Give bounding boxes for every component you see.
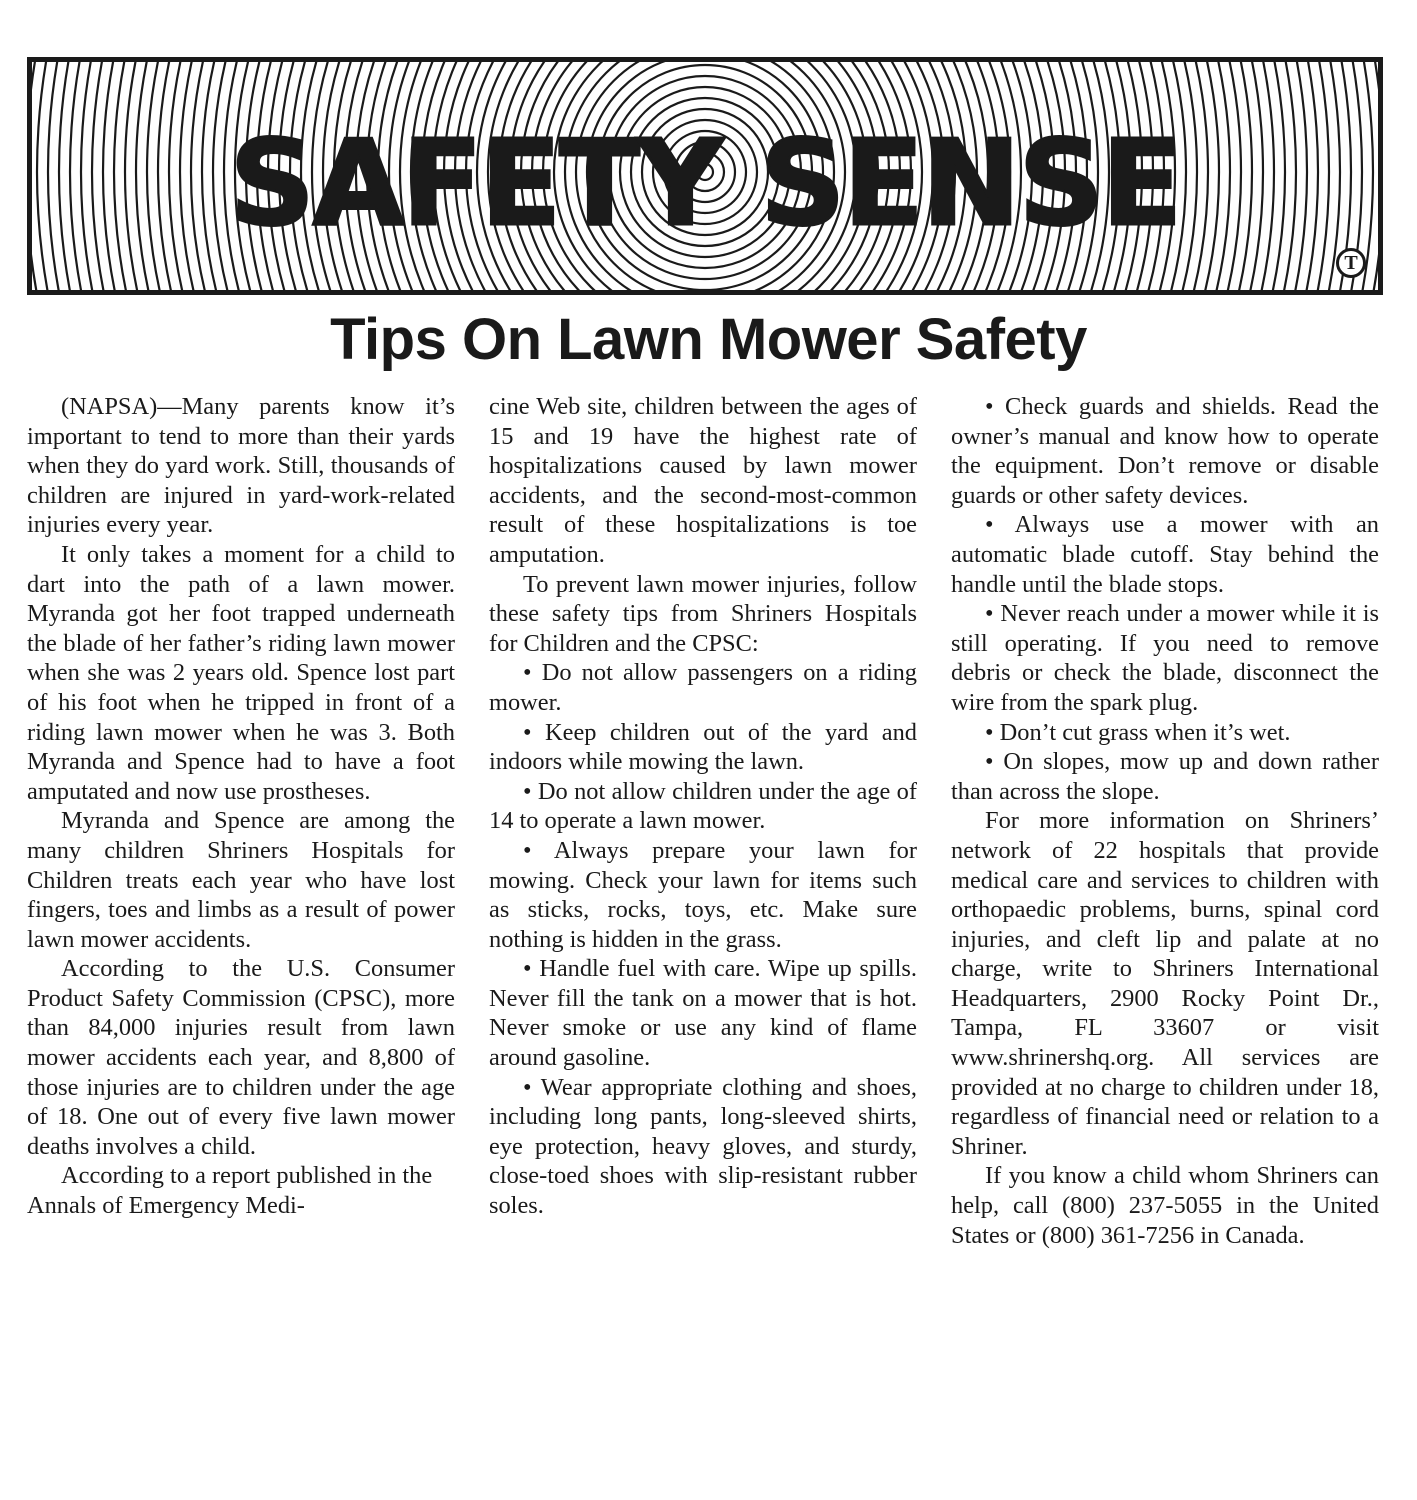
paragraph: According to the U.S. Consumer Product Safety Commission (CPSC), more than 84,000 injuries result from lawn mower accidents each year, and 8,800 of those injuries are to children under the age of 18. One out of every five lawn mower deaths involves a child.	[27, 955, 455, 1160]
safety-tip: • Always use a mower with an automatic blade cutoff. Stay behind the handle until the blade stops.	[951, 511, 1379, 598]
article-column-3	[951, 392, 1379, 1250]
paragraph: To prevent lawn mower injuries, follow these safety tips from Shriners Hospitals for Children and the CPSC:	[489, 570, 917, 657]
safety-sense-banner	[27, 57, 1383, 295]
contact-paragraph: For more information on Shriners’ network of 22 hospitals that provide medical care and services to children with orthopaedic problems, burns, spinal cord injuries, and cleft lip and palate at no charge, write to Shriners International Headquarters, 2900 Rocky Point Dr., Tampa, FL 33607 or visit www.shrinershq.org. All services are provided at no charge to children under 18, regardless of financial need or relation to a Shriner.	[951, 807, 1379, 1160]
safety-tip: • Don’t cut grass when it’s wet.	[985, 718, 1291, 746]
safety-tip: • On slopes, mow up and down rather than across the slope.	[951, 748, 1379, 805]
paragraph: cine Web site, children between the ages of 15 and 19 have the highest rate of hospitalizations caused by lawn mower accidents, and the second-most-common result of these hospitalizations is toe amputation.	[489, 393, 917, 568]
article-headline: Tips On Lawn Mower Safety	[330, 307, 1087, 372]
safety-tip: • Keep children out of the yard and indoors while mowing the lawn.	[489, 718, 917, 776]
safety-tip: • Handle fuel with care. Wipe up spills. Never fill the tank on a mower that is hot. Never smoke or use any kind of flame around gasoline.	[489, 955, 917, 1072]
paragraph: Myranda and Spence are among the many children Shriners Hospitals for Children treats each year who have lost fingers, toes and limbs as a result of power lawn mower accidents.	[27, 807, 455, 953]
safety-tip: • Wear appropriate clothing and shoes, including long pants, long-sleeved shirts, eye protection, heavy gloves, and sturdy, close-toed shoes with slip-resistant rubber soles.	[489, 1073, 917, 1220]
paragraph: According to a report published in the Annals of Emergency Medi-	[27, 1162, 433, 1220]
contact-paragraph: If you know a child whom Shriners can help, call (800) 237-5055 in the United States or (800) 361-7256 in Canada.	[951, 1162, 1379, 1249]
trademark-icon: T	[1336, 248, 1366, 278]
safety-tip: • Never reach under a mower while it is still operating. If you need to remove debris or check the blade, disconnect the wire from the spark plug.	[951, 600, 1379, 716]
article-column-1	[27, 392, 455, 1221]
banner-title: SAFETY SENSE	[229, 114, 1181, 252]
paragraph: It only takes a moment for a child to dart into the path of a lawn mower. Myranda got her foot trapped underneath the blade of her father’s riding lawn mower when she was 2 years old. Spence lost part of his foot when he tripped in front of a riding lawn mower when he was 3. Both Myranda and Spence had to have a foot amputated and now use prostheses.	[27, 540, 455, 805]
safety-tip: • Always prepare your lawn for mowing. Check your lawn for items such as sticks, rocks, toys, etc. Make sure nothing is hidden in the grass.	[489, 836, 917, 953]
article-column-2	[489, 392, 917, 1221]
paragraph: (NAPSA)—Many parents know it’s important to tend to more than their yards when they do yard work. Still, thousands of children are injured in yard-work-related injuries every year.	[27, 393, 455, 539]
safety-tip: • Do not allow passengers on a riding mower.	[489, 659, 917, 716]
safety-tip: • Do not allow children under the age of 14 to operate a lawn mower.	[489, 777, 917, 835]
safety-tip: • Check guards and shields. Read the owner’s manual and know how to operate the equipment. Don’t remove or disable guards or other safety devices.	[951, 393, 1379, 509]
